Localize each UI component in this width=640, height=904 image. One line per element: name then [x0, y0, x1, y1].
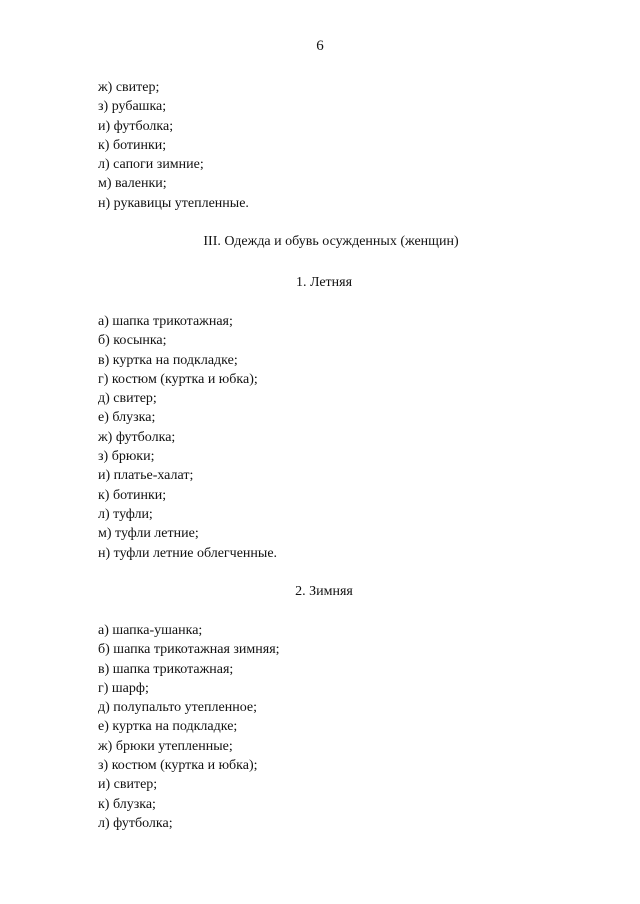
- list-item: а) шапка трикотажная;: [98, 314, 233, 329]
- list-item: б) косынка;: [98, 333, 167, 349]
- list-item: ж) футболка;: [98, 429, 176, 445]
- list-item: м) валенки;: [98, 176, 167, 192]
- page-number: 6: [316, 38, 324, 54]
- list-item: в) шапка трикотажная;: [98, 661, 234, 677]
- summer-item-list: [98, 312, 277, 563]
- list-item: и) свитер;: [98, 777, 158, 793]
- list-item: л) сапоги зимние;: [98, 157, 204, 173]
- continued-item-list: [98, 78, 249, 213]
- list-item: и) платье-халат;: [98, 468, 194, 484]
- list-item: к) ботинки;: [98, 487, 167, 503]
- list-item: в) куртка на подкладке;: [98, 352, 238, 368]
- winter-subheading: 2. Зимняя: [295, 584, 353, 599]
- list-item: з) брюки;: [98, 449, 155, 465]
- section-heading: III. Одежда и обувь осужденных (женщин): [203, 234, 459, 249]
- list-item: е) блузка;: [98, 410, 156, 426]
- list-item: г) костюм (куртка и юбка);: [98, 371, 258, 387]
- list-item: л) футболка;: [98, 815, 173, 831]
- list-item: к) блузка;: [98, 796, 156, 812]
- list-item: м) туфли летние;: [98, 526, 199, 542]
- list-item: к) ботинки;: [98, 137, 167, 153]
- list-item: н) туфли летние облегченные.: [98, 545, 278, 561]
- list-item: л) туфли;: [98, 506, 153, 522]
- winter-item-list: [98, 621, 280, 833]
- list-item: г) шарф;: [98, 680, 149, 696]
- list-item: б) шапка трикотажная зимняя;: [98, 642, 280, 658]
- list-item: з) костюм (куртка и юбка);: [98, 758, 258, 774]
- list-item: з) рубашка;: [98, 99, 167, 115]
- list-item: ж) брюки утепленные;: [98, 738, 233, 754]
- summer-subheading: 1. Летняя: [295, 275, 353, 290]
- list-item: а) шапка-ушанка;: [98, 623, 203, 638]
- list-item: ж) свитер;: [98, 80, 160, 95]
- list-item: д) свитер;: [98, 391, 157, 407]
- list-item: д) полупальто утепленное;: [98, 700, 257, 716]
- list-item: и) футболка;: [98, 118, 174, 134]
- list-item: н) рукавицы утепленные.: [98, 195, 249, 211]
- list-item: е) куртка на подкладке;: [98, 719, 238, 735]
